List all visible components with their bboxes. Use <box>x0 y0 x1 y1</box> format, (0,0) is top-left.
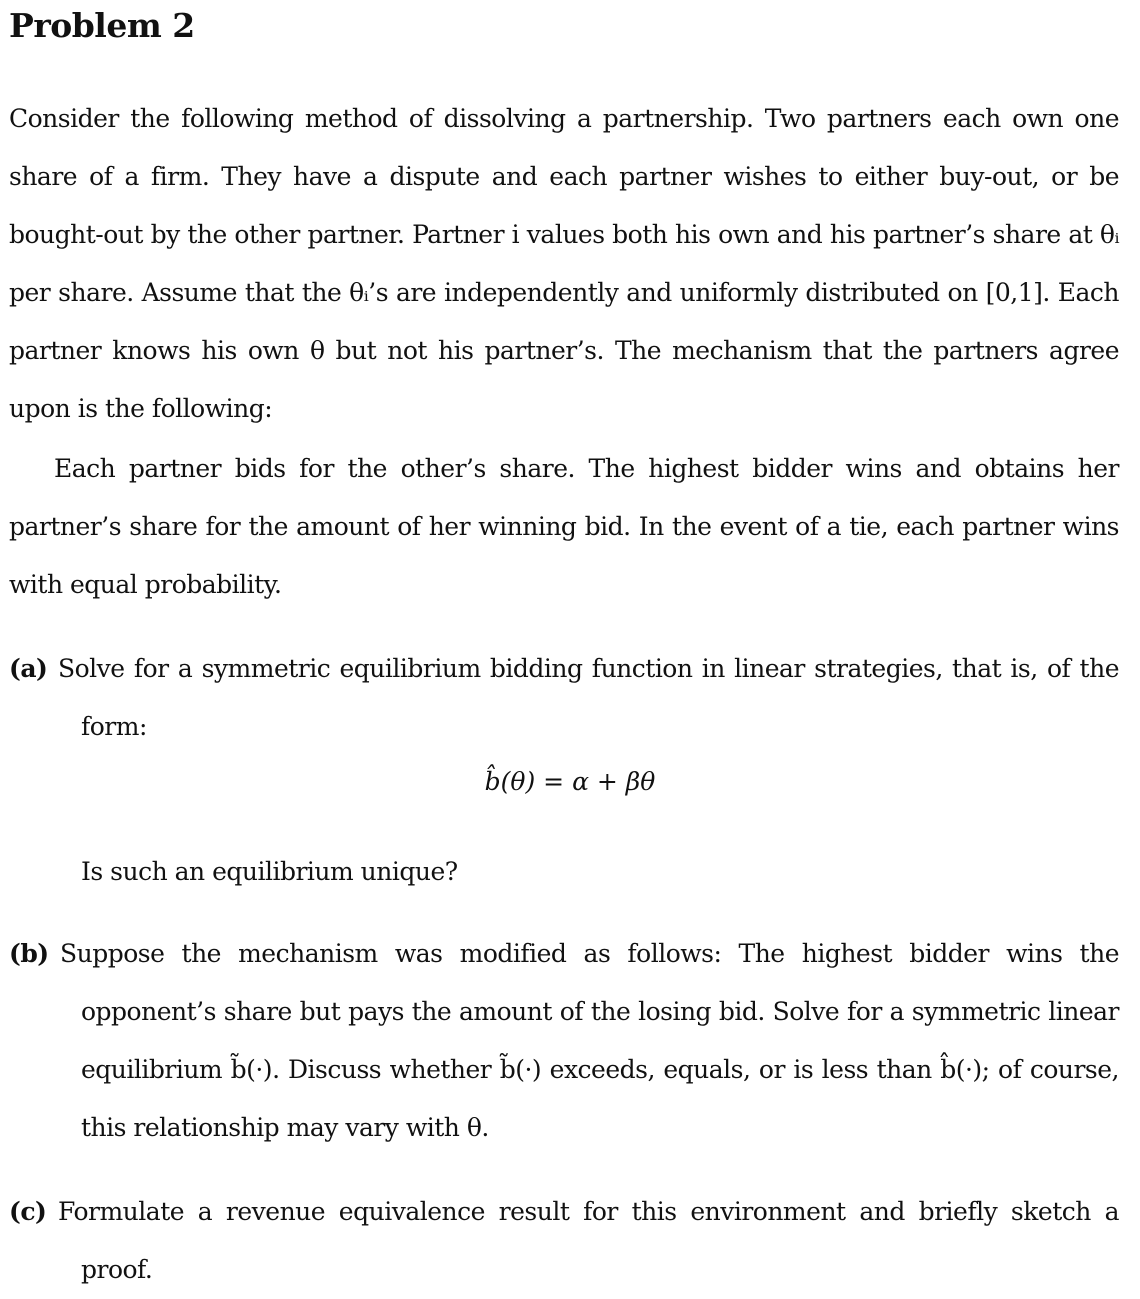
linear-bid-equation: b̂(θ) = α + βθ <box>484 767 656 796</box>
part-c-text: Formulate a revenue equivalence result for this environment and briefly sketch a proof. <box>58 1197 1119 1284</box>
mechanism-paragraph: Each partner bids for the other’s share. The highest bidder wins and obtains her partner’s share for the amount of her winning bid. In the event of a tie, each partner wins with equal probability. <box>9 454 1119 599</box>
part-a-followup: Is such an equilibrium unique? <box>81 857 458 886</box>
intro-paragraph: Consider the following method of dissolving a partnership. Two partners each own one share of a firm. They have a dispute and each partner wishes to either buy-out, or be bought-out by the other partner. Partner i values both his own and his partner’s share at θᵢ per share. Assume that the θᵢ’s are independently and uniformly distributed on [0,1]. Each partner knows his own θ but not his partner’s. The mechanism that the partners agree upon is the following: <box>9 104 1119 423</box>
part-b-label: (b) <box>9 939 49 968</box>
part-a-text: Solve for a symmetric equilibrium bidding function in linear strategies, that is, of the form: <box>58 654 1119 741</box>
part-b-text: Suppose the mechanism was modified as follows: The highest bidder wins the opponent’s share but pays the amount of the losing bid. Solve for a symmetric linear equilibrium b̃(·). Discuss whether b̃(·) exceeds, equals, or is less than b̂(·); of course, this relationship may vary with θ. <box>60 939 1119 1142</box>
part-a <box>9 640 1119 756</box>
part-b <box>9 925 1119 1157</box>
part-c-label: (c) <box>9 1197 47 1226</box>
part-c <box>9 1183 1119 1299</box>
part-a-label: (a) <box>9 654 48 683</box>
problem-title: Problem 2 <box>9 6 195 45</box>
